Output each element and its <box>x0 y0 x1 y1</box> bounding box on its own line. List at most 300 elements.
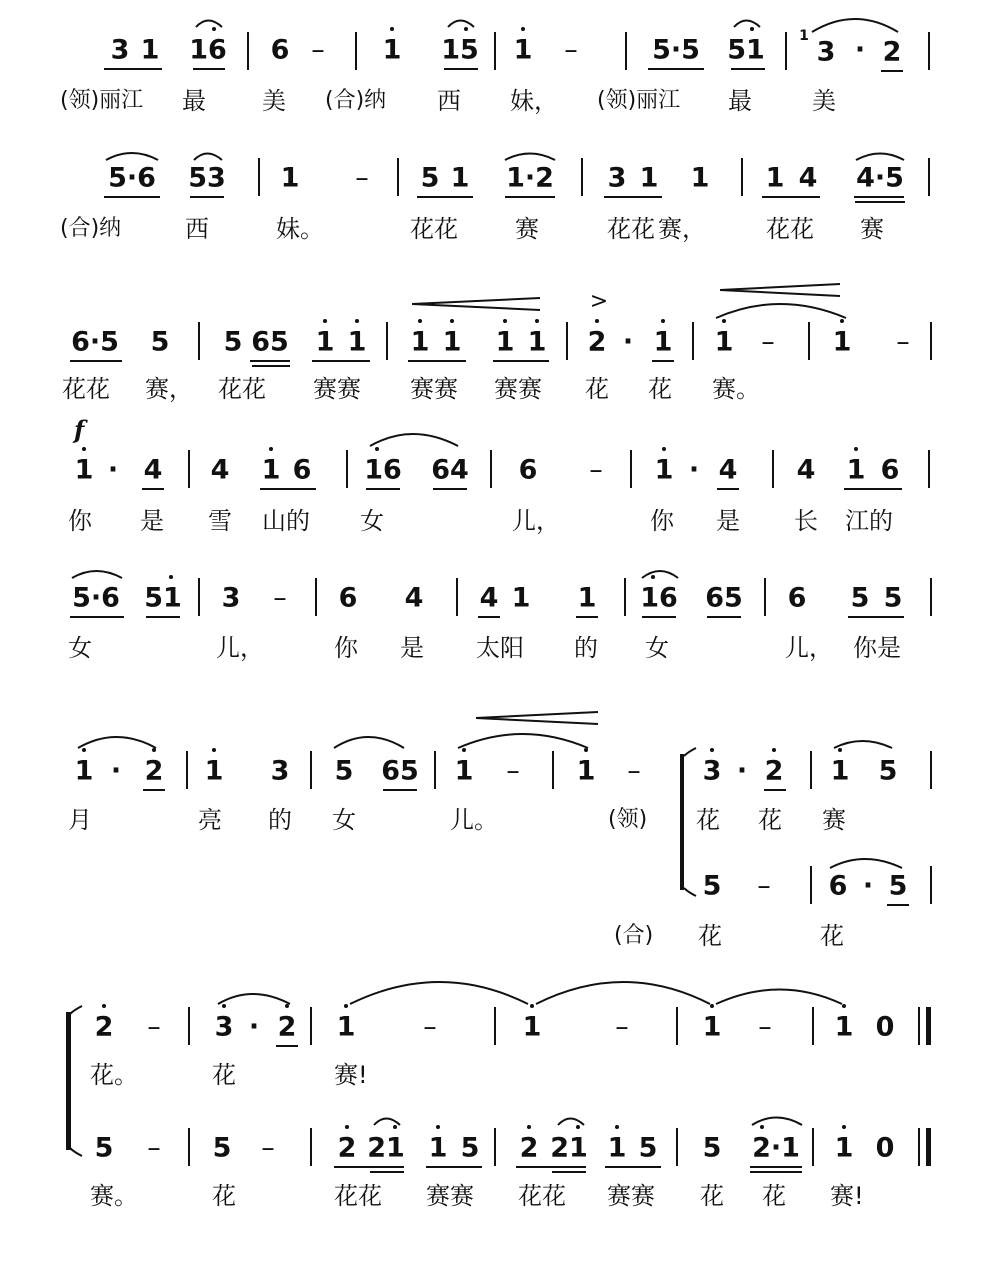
high-dot <box>355 319 359 323</box>
high-dot <box>772 748 776 752</box>
slur <box>834 741 892 748</box>
note: 1 <box>74 755 94 787</box>
note: 5 <box>888 870 908 902</box>
slur <box>72 571 122 578</box>
lyric: (合) <box>614 923 654 948</box>
high-dot <box>82 447 86 451</box>
dash: – <box>758 1011 772 1043</box>
lyric: 月 <box>68 806 92 834</box>
underline <box>334 1166 404 1168</box>
note: 6 <box>518 454 538 486</box>
lyric: (领) <box>608 807 648 832</box>
lyric: 女 <box>68 634 92 662</box>
note: 1 <box>654 454 674 486</box>
lyric: 西 <box>437 87 461 115</box>
note: 3 <box>221 582 241 614</box>
barline <box>188 1007 190 1045</box>
lyric: 赛赛 <box>410 375 458 403</box>
high-dot <box>840 319 844 323</box>
lyric: 美 <box>262 87 286 115</box>
lyric: 的 <box>574 634 598 662</box>
lyric: 花花 <box>62 375 110 403</box>
underline <box>104 196 160 198</box>
underline <box>444 68 478 70</box>
note: 1 <box>832 326 852 358</box>
barline <box>247 32 249 70</box>
barline <box>928 450 930 488</box>
slur <box>370 434 458 446</box>
lyric: 花花 <box>766 215 814 243</box>
high-dot <box>595 319 599 323</box>
slur <box>856 154 904 161</box>
slur <box>752 1118 802 1126</box>
dot-note: · <box>110 755 122 787</box>
dash: – <box>311 34 325 66</box>
dash: – <box>757 870 771 902</box>
note: 15 <box>441 34 479 66</box>
dynamic-forte: f <box>74 415 85 444</box>
note: 4 <box>479 582 499 614</box>
note: 1 <box>765 162 785 194</box>
bracket-hook <box>70 1006 82 1014</box>
dash: – <box>564 34 578 66</box>
slur <box>458 734 588 748</box>
barline <box>918 1007 920 1045</box>
note: 4 <box>796 454 816 486</box>
note: 1 <box>714 326 734 358</box>
lyric: 是 <box>140 507 164 535</box>
high-dot <box>710 1004 714 1008</box>
high-dot <box>651 575 655 579</box>
underline <box>493 360 549 362</box>
note: 2 <box>144 755 164 787</box>
note: 0 <box>875 1132 895 1164</box>
high-dot <box>535 319 539 323</box>
high-dot <box>212 748 216 752</box>
barline <box>310 1128 312 1166</box>
high-dot <box>345 1125 349 1129</box>
slur <box>218 994 290 1004</box>
underline <box>887 904 909 906</box>
high-dot <box>212 27 216 31</box>
underline <box>516 1166 586 1168</box>
note: 3 <box>270 755 290 787</box>
barline <box>930 866 932 904</box>
lyric: 花 <box>758 806 782 834</box>
underline <box>848 616 904 618</box>
underline <box>70 360 122 362</box>
high-dot <box>344 1004 348 1008</box>
barline <box>386 322 388 360</box>
underline <box>505 196 555 198</box>
underline <box>252 365 290 367</box>
note: 2·1 <box>752 1132 800 1164</box>
dash: – <box>355 162 369 194</box>
high-dot <box>521 27 525 31</box>
barline <box>188 450 190 488</box>
note: 3 <box>110 34 130 66</box>
note: 3 <box>214 1011 234 1043</box>
note: 1 <box>702 1011 722 1043</box>
barline <box>930 322 932 360</box>
lyric: 花 <box>698 922 722 950</box>
barline <box>490 450 492 488</box>
lyric: 是 <box>716 507 740 535</box>
note: 5 <box>702 870 722 902</box>
underline <box>844 488 902 490</box>
lyric: 美 <box>812 87 836 115</box>
note: 51 <box>144 582 182 614</box>
barline <box>785 32 787 70</box>
barline <box>566 322 568 360</box>
note: 1·2 <box>506 162 554 194</box>
note: 5 <box>420 162 440 194</box>
barline <box>198 578 200 616</box>
dash: – <box>147 1132 161 1164</box>
slur <box>106 153 158 160</box>
barline <box>676 1128 678 1166</box>
lyric: 赛， <box>145 375 193 403</box>
note: 5 <box>702 1132 722 1164</box>
dot-note: · <box>688 454 700 486</box>
lyric: 花 <box>212 1061 236 1089</box>
lyric: (领)丽江 <box>60 88 144 113</box>
underline <box>408 360 466 362</box>
lyric: 花 <box>585 375 609 403</box>
lyric: 花花 <box>607 215 655 243</box>
underline <box>426 1166 482 1168</box>
underline <box>854 196 904 198</box>
barline <box>346 450 348 488</box>
high-dot <box>615 1125 619 1129</box>
lyric: 赛。 <box>712 375 760 403</box>
lyric: 最 <box>182 87 206 115</box>
high-dot <box>527 1125 531 1129</box>
note: 6·5 <box>71 326 119 358</box>
note: 3 <box>702 755 722 787</box>
underline <box>312 360 370 362</box>
lyric: 的 <box>268 806 292 834</box>
note: 5 <box>150 326 170 358</box>
barline <box>434 751 436 789</box>
high-dot <box>436 1125 440 1129</box>
note: 65 <box>705 582 743 614</box>
lyric: 花花 <box>410 215 458 243</box>
note: 21 <box>550 1132 588 1164</box>
note: 21 <box>367 1132 405 1164</box>
high-dot <box>750 27 754 31</box>
high-dot <box>462 748 466 752</box>
note: 1 <box>428 1132 448 1164</box>
note: 1 <box>410 326 430 358</box>
underline <box>605 1166 661 1168</box>
high-dot <box>662 447 666 451</box>
note: 6 <box>787 582 807 614</box>
note: 2 <box>94 1011 114 1043</box>
lyric: 妹。 <box>276 215 324 243</box>
lyric: 赛赛 <box>607 1182 655 1210</box>
underline <box>576 616 598 618</box>
dash: – <box>615 1011 629 1043</box>
note: 2 <box>764 755 784 787</box>
note: 5 <box>638 1132 658 1164</box>
lyric: (合)纳 <box>60 216 122 241</box>
crescendo-hairpin <box>412 298 540 310</box>
note: 1 <box>495 326 515 358</box>
high-dot <box>854 447 858 451</box>
dash: – <box>761 326 775 358</box>
high-dot <box>503 319 507 323</box>
note: 2 <box>519 1132 539 1164</box>
slur <box>734 21 760 28</box>
note: 51 <box>727 34 765 66</box>
underline <box>552 1171 586 1173</box>
barline <box>258 158 260 196</box>
lyric: 太阳 <box>476 634 524 662</box>
lyric: 江的 <box>845 507 893 535</box>
high-dot <box>222 1004 226 1008</box>
slur <box>642 571 678 578</box>
lyric: 亮 <box>198 806 222 834</box>
dash: – <box>506 755 520 787</box>
slur <box>505 154 555 161</box>
grace-note: 1 <box>799 28 809 44</box>
system-bracket <box>66 1012 71 1150</box>
system-bracket <box>680 754 684 890</box>
lyric: 花 <box>700 1182 724 1210</box>
high-dot <box>390 27 394 31</box>
lyric: 山的 <box>262 507 310 535</box>
underline <box>370 1171 404 1173</box>
barline <box>188 1128 190 1166</box>
underline <box>750 1166 802 1168</box>
barline <box>494 1007 496 1045</box>
note: 5 <box>212 1132 232 1164</box>
barline <box>456 578 458 616</box>
note: 1 <box>834 1011 854 1043</box>
note: 1 <box>522 1011 542 1043</box>
barline <box>810 866 812 904</box>
high-dot <box>82 748 86 752</box>
note: 1 <box>450 162 470 194</box>
crescendo-hairpin <box>476 712 598 724</box>
lyric: 赛 <box>860 215 884 243</box>
note: 6 <box>828 870 848 902</box>
lyric: 最 <box>728 87 752 115</box>
note: 5·6 <box>72 582 120 614</box>
dot-note: · <box>854 34 866 66</box>
lyric: 是 <box>400 634 424 662</box>
final-barline <box>926 1128 931 1166</box>
underline <box>260 488 316 490</box>
lyric: 赛 <box>822 806 846 834</box>
slur <box>536 982 710 1004</box>
barline <box>692 322 694 360</box>
note: 2 <box>882 36 902 68</box>
barline <box>810 751 812 789</box>
note: 65 <box>381 755 419 787</box>
lyric: 花花 <box>334 1182 382 1210</box>
dash: – <box>896 326 910 358</box>
high-dot <box>323 319 327 323</box>
note: 5 <box>334 755 354 787</box>
barline <box>355 32 357 70</box>
lyric: 儿， <box>785 634 833 662</box>
high-dot <box>842 1125 846 1129</box>
underline <box>383 789 417 791</box>
underline <box>276 1045 298 1047</box>
underline <box>855 201 905 203</box>
high-dot <box>375 447 379 451</box>
underline <box>707 616 741 618</box>
underline <box>478 616 500 618</box>
underline <box>433 488 467 490</box>
lyric: 花花 <box>218 375 266 403</box>
slur <box>716 304 846 318</box>
barline <box>552 751 554 789</box>
note: 3 <box>816 36 836 68</box>
note: 0 <box>875 1011 895 1043</box>
underline <box>193 68 225 70</box>
barline <box>812 1128 814 1166</box>
lyric: (领)丽江 <box>597 88 681 113</box>
underline <box>366 488 400 490</box>
note: 16 <box>364 454 402 486</box>
dash: – <box>627 755 641 787</box>
slur <box>350 982 528 1004</box>
note: 2 <box>277 1011 297 1043</box>
barline <box>310 751 312 789</box>
accent-mark: > <box>589 289 609 314</box>
slur <box>78 737 156 748</box>
note: 1 <box>74 454 94 486</box>
lyric: 长 <box>794 507 818 535</box>
slur <box>812 19 898 32</box>
slur <box>194 154 222 161</box>
lyric: 花 <box>762 1182 786 1210</box>
note: 64 <box>431 454 469 486</box>
dot-note: · <box>862 870 874 902</box>
bracket-hook <box>70 1148 82 1156</box>
high-dot <box>661 319 665 323</box>
note: 1 <box>280 162 300 194</box>
underline <box>750 1171 802 1173</box>
note: 1 <box>690 162 710 194</box>
high-dot <box>576 1125 580 1129</box>
barline <box>812 1007 814 1045</box>
lyric: 你 <box>650 507 674 535</box>
barline <box>676 1007 678 1045</box>
high-dot <box>842 1004 846 1008</box>
lyric: 赛， <box>658 215 706 243</box>
dot-note: · <box>622 326 634 358</box>
lyric: 赛! <box>830 1182 864 1210</box>
note: 5 <box>883 582 903 614</box>
note: 1 <box>577 582 597 614</box>
barline <box>624 578 626 616</box>
high-dot <box>102 1004 106 1008</box>
barline <box>494 32 496 70</box>
underline <box>417 196 473 198</box>
note: 1 <box>315 326 335 358</box>
note: 53 <box>188 162 226 194</box>
dot-note: · <box>107 454 119 486</box>
note: 5·5 <box>652 34 700 66</box>
barline <box>928 32 930 70</box>
high-dot <box>269 447 273 451</box>
note: 1 <box>336 1011 356 1043</box>
note: 5·6 <box>108 162 156 194</box>
lyric: 花 <box>648 375 672 403</box>
underline <box>604 196 662 198</box>
lyric: 妹， <box>510 87 558 115</box>
note: 1 <box>261 454 281 486</box>
note: 3 <box>607 162 627 194</box>
note: 6 <box>292 454 312 486</box>
high-dot <box>285 1004 289 1008</box>
barline <box>764 578 766 616</box>
lyric: 花 <box>696 806 720 834</box>
lyric: 你 <box>68 507 92 535</box>
lyric: 西 <box>185 215 209 243</box>
dash: – <box>273 582 287 614</box>
note: 1 <box>834 1132 854 1164</box>
barline <box>930 578 932 616</box>
dot-note: · <box>736 755 748 787</box>
lyric: 赛! <box>334 1061 368 1089</box>
barline <box>918 1128 920 1166</box>
barline <box>310 1007 312 1045</box>
note: 1 <box>576 755 596 787</box>
dash: – <box>589 454 603 486</box>
note: 4 <box>798 162 818 194</box>
note: 5 <box>94 1132 114 1164</box>
lyric: 花 <box>820 922 844 950</box>
barline <box>198 322 200 360</box>
underline <box>881 70 903 72</box>
high-dot <box>464 27 468 31</box>
note: 5 <box>878 755 898 787</box>
underline <box>652 360 674 362</box>
barline <box>315 578 317 616</box>
barline <box>494 1128 496 1166</box>
barline <box>808 322 810 360</box>
slur <box>448 21 474 28</box>
note: 5 <box>850 582 870 614</box>
lyric: 赛赛 <box>426 1182 474 1210</box>
note: 2 <box>337 1132 357 1164</box>
barline <box>581 158 583 196</box>
note: 16 <box>189 34 227 66</box>
note: 5 <box>460 1132 480 1164</box>
note: 6 <box>880 454 900 486</box>
underline <box>250 360 290 362</box>
lyric: 儿， <box>216 634 264 662</box>
lyric: 儿。 <box>450 806 498 834</box>
barline <box>397 158 399 196</box>
high-dot <box>418 319 422 323</box>
lyric: 女 <box>645 634 669 662</box>
barline <box>186 751 188 789</box>
lyric: 花。 <box>90 1061 138 1089</box>
high-dot <box>450 319 454 323</box>
lyric: (合)纳 <box>325 88 387 113</box>
lyric: 你 <box>334 634 358 662</box>
note: 1 <box>140 34 160 66</box>
note: 1 <box>513 34 533 66</box>
note: 4 <box>143 454 163 486</box>
high-dot <box>584 748 588 752</box>
